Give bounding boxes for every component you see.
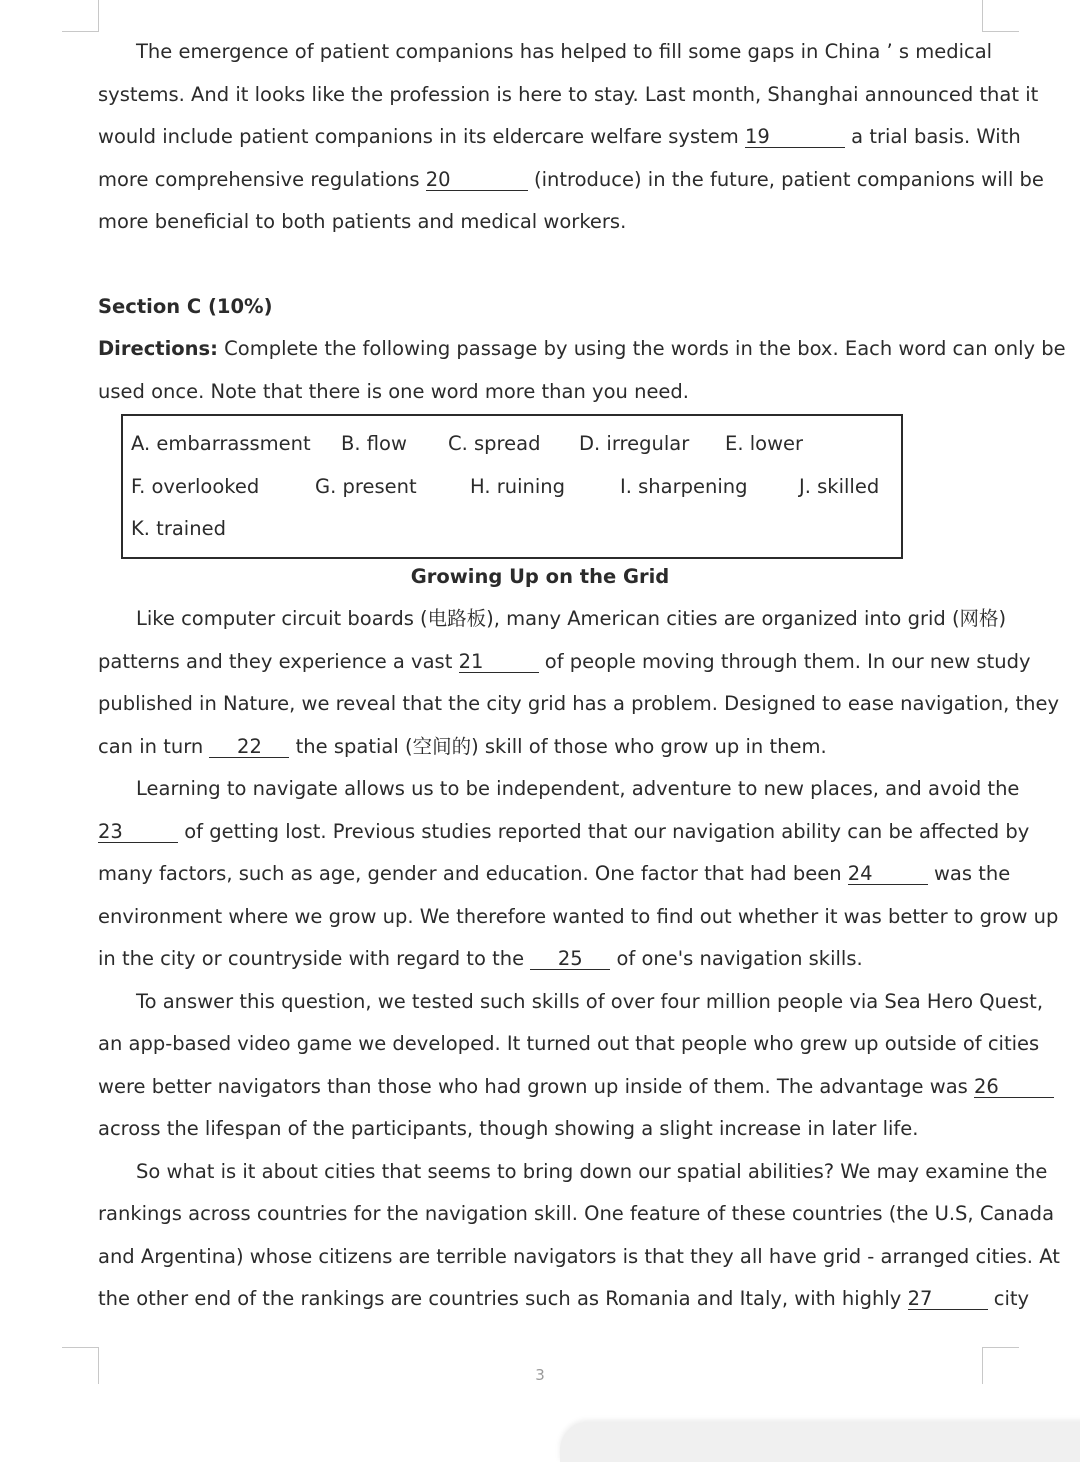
word-option-a: A. embarrassment [131, 432, 311, 455]
paragraph-line: Like computer circuit boards (电路板), many American cities are organized into grid (网格) [136, 607, 1007, 630]
paragraph-line: more beneficial to both patients and medical workers. [98, 210, 627, 233]
word-option-k: K. trained [131, 517, 226, 540]
answer-blank-24: 24 [848, 863, 928, 885]
paragraph-line: patterns and they experience a vast 21 of people moving through them. In our new study [98, 650, 1031, 673]
section-heading: Section C (10%) [98, 295, 273, 318]
word-box [121, 414, 903, 559]
paragraph-line: published in Nature, we reveal that the city grid has a problem. Designed to ease navigation, they [98, 692, 1060, 715]
paragraph-line: across the lifespan of the participants, though showing a slight increase in later life. [98, 1117, 919, 1140]
paragraph-line: more comprehensive regulations 20 (introduce) in the future, patient companions will be [98, 168, 1044, 191]
paragraph-line: an app-based video game we developed. It turned out that people who grew up outside of cities [98, 1032, 1040, 1055]
directions-line: Directions: Complete the following passage by using the words in the box. Each word can only be [98, 337, 1066, 360]
answer-blank-22: 22 [209, 736, 289, 758]
answer-blank-20: 20 [426, 169, 528, 191]
paragraph-line: systems. And it looks like the profession is here to stay. Last month, Shanghai announced that it [98, 83, 1039, 106]
word-option-b: B. flow [341, 432, 407, 455]
page-curl-shadow [560, 1422, 1080, 1462]
paragraph-line: 23 of getting lost. Previous studies reported that our navigation ability can be affected by [98, 820, 1030, 843]
paragraph-line: To answer this question, we tested such skills of over four million people via Sea Hero Quest, [136, 990, 1044, 1013]
word-option-c: C. spread [448, 432, 541, 455]
word-option-e: E. lower [725, 432, 804, 455]
paragraph-line: in the city or countryside with regard to the 25 of one's navigation skills. [98, 947, 863, 970]
answer-blank-21: 21 [459, 651, 539, 673]
directions-label: Directions: [98, 337, 218, 360]
crop-mark-top-left [62, 0, 99, 32]
paragraph-line: can in turn 22 the spatial (空间的) skill of those who grow up in them. [98, 735, 827, 758]
answer-blank-23: 23 [98, 821, 178, 843]
paragraph-line: Learning to navigate allows us to be independent, adventure to new places, and avoid the [136, 777, 1020, 800]
word-option-d: D. irregular [579, 432, 690, 455]
paragraph-line: and Argentina) whose citizens are terrible navigators is that they all have grid - arranged cities. At [98, 1245, 1060, 1268]
word-option-f: F. overlooked [131, 475, 260, 498]
word-option-h: H. ruining [470, 475, 566, 498]
answer-blank-26: 26 [974, 1076, 1054, 1098]
paragraph-line: rankings across countries for the navigation skill. One feature of these countries (the U.S, Canada [98, 1202, 1055, 1225]
word-option-i: I. sharpening [620, 475, 748, 498]
paragraph-line: would include patient companions in its eldercare welfare system 19 a trial basis. With [98, 125, 1021, 148]
crop-mark-top-right [982, 0, 1019, 32]
paragraph-line: were better navigators than those who had grown up inside of them. The advantage was 26 [98, 1074, 982, 1100]
paragraph-line: many factors, such as age, gender and education. One factor that had been 24 was the [98, 862, 1011, 885]
paragraph-line: So what is it about cities that seems to bring down our spatial abilities? We may examine the [136, 1160, 1048, 1183]
answer-blank-25: 25 [530, 948, 610, 970]
paragraph-line: environment where we grow up. We therefore wanted to find out whether it was better to grow up [98, 905, 1059, 928]
paragraph-line: the other end of the rankings are countries such as Romania and Italy, with highly 27 city [98, 1287, 1030, 1310]
answer-blank-19: 19 [745, 126, 845, 148]
page-number: 3 [535, 1366, 545, 1384]
word-option-g: G. present [315, 475, 417, 498]
answer-blank-27: 27 [908, 1288, 988, 1310]
directions-line: used once. Note that there is one word more than you need. [98, 380, 690, 403]
passage-title: Growing Up on the Grid [410, 565, 670, 588]
word-option-j: J. skilled [799, 475, 880, 498]
paragraph-line: The emergence of patient companions has helped to fill some gaps in China ’ s medical [136, 40, 993, 63]
